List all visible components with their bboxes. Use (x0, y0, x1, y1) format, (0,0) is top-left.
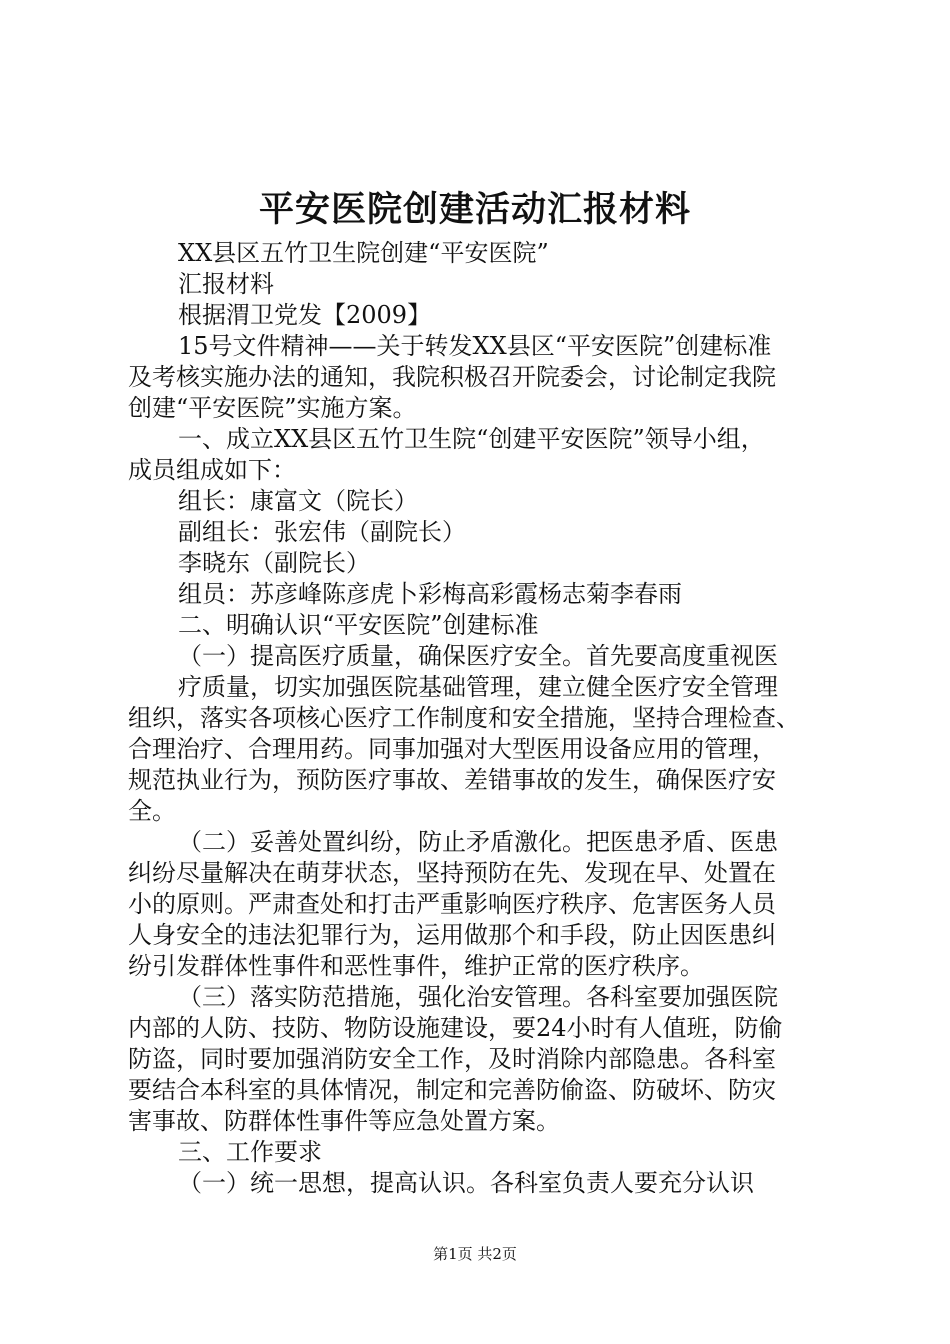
text-line: 小的原则。严肃查处和打击严重影响医疗秩序、危害医务人员 (128, 890, 776, 918)
text-line: （二）妥善处置纠纷，防止矛盾激化。把医患矛盾、医患 (178, 828, 778, 856)
text-line: 规范执业行为，预防医疗事故、差错事故的发生，确保医疗安 (128, 766, 776, 794)
text-line: 李晓东（副院长） (178, 549, 370, 577)
text-line: 二、明确认识“平安医院”创建标准 (178, 611, 539, 639)
text-line: 害事故、防群体性事件等应急处置方案。 (128, 1107, 560, 1135)
text-line: 纷引发群体性事件和恶性事件，维护正常的医疗秩序。 (128, 952, 704, 980)
text-line: 成员组成如下： (128, 456, 296, 484)
document-body (128, 238, 848, 1199)
text-line: （一）提高医疗质量，确保医疗安全。首先要高度重视医 (178, 642, 778, 670)
text-line: 三、工作要求 (178, 1138, 322, 1166)
text-line: 防盗，同时要加强消防安全工作，及时消除内部隐患。各科室 (128, 1045, 776, 1073)
text-line: XX县区五竹卫生院创建“平安医院” (178, 239, 549, 267)
text-line: 纠纷尽量解决在萌芽状态，坚持预防在先、发现在早、处置在 (128, 859, 776, 887)
text-line: 全。 (128, 797, 176, 825)
text-line: 副组长：张宏伟（副院长） (178, 518, 466, 546)
text-line: 疗质量，切实加强医院基础管理，建立健全医疗安全管理 (178, 673, 778, 701)
text-line: 及考核实施办法的通知，我院积极召开院委会，讨论制定我院 (128, 363, 776, 391)
text-line: （一）统一思想，提高认识。各科室负责人要充分认识 (178, 1169, 754, 1197)
text-line: 组员：苏彦峰陈彦虎卜彩梅高彩霞杨志菊李春雨 (178, 580, 682, 608)
text-line: 15号文件精神——关于转发XX县区“平安医院”创建标准 (178, 332, 772, 360)
text-line: 组长：康富文（院长） (178, 487, 418, 515)
text-line: （三）落实防范措施，强化治安管理。各科室要加强医院 (178, 983, 778, 1011)
text-line: 要结合本科室的具体情况，制定和完善防偷盗、防破坏、防灾 (128, 1076, 776, 1104)
text-line: 内部的人防、技防、物防设施建设，要24小时有人值班，防偷 (128, 1014, 783, 1042)
text-line: 一、成立XX县区五竹卫生院“创建平安医院”领导小组， (178, 425, 765, 453)
text-line: 组织，落实各项核心医疗工作制度和安全措施，坚持合理检查、 (128, 704, 800, 732)
text-line: 合理治疗、合理用药。同事加强对大型医用设备应用的管理， (128, 735, 776, 763)
document-title: 平安医院创建活动汇报材料 (258, 189, 691, 230)
text-line: 人身安全的违法犯罪行为，运用做那个和手段，防止因医患纠 (128, 921, 776, 949)
text-line: 汇报材料 (178, 270, 274, 298)
text-line: 创建“平安医院”实施方案。 (128, 394, 417, 422)
text-line: 根据渭卫党发【2009】 (178, 301, 432, 329)
page-footer: 第1页 共2页 (433, 1245, 517, 1263)
